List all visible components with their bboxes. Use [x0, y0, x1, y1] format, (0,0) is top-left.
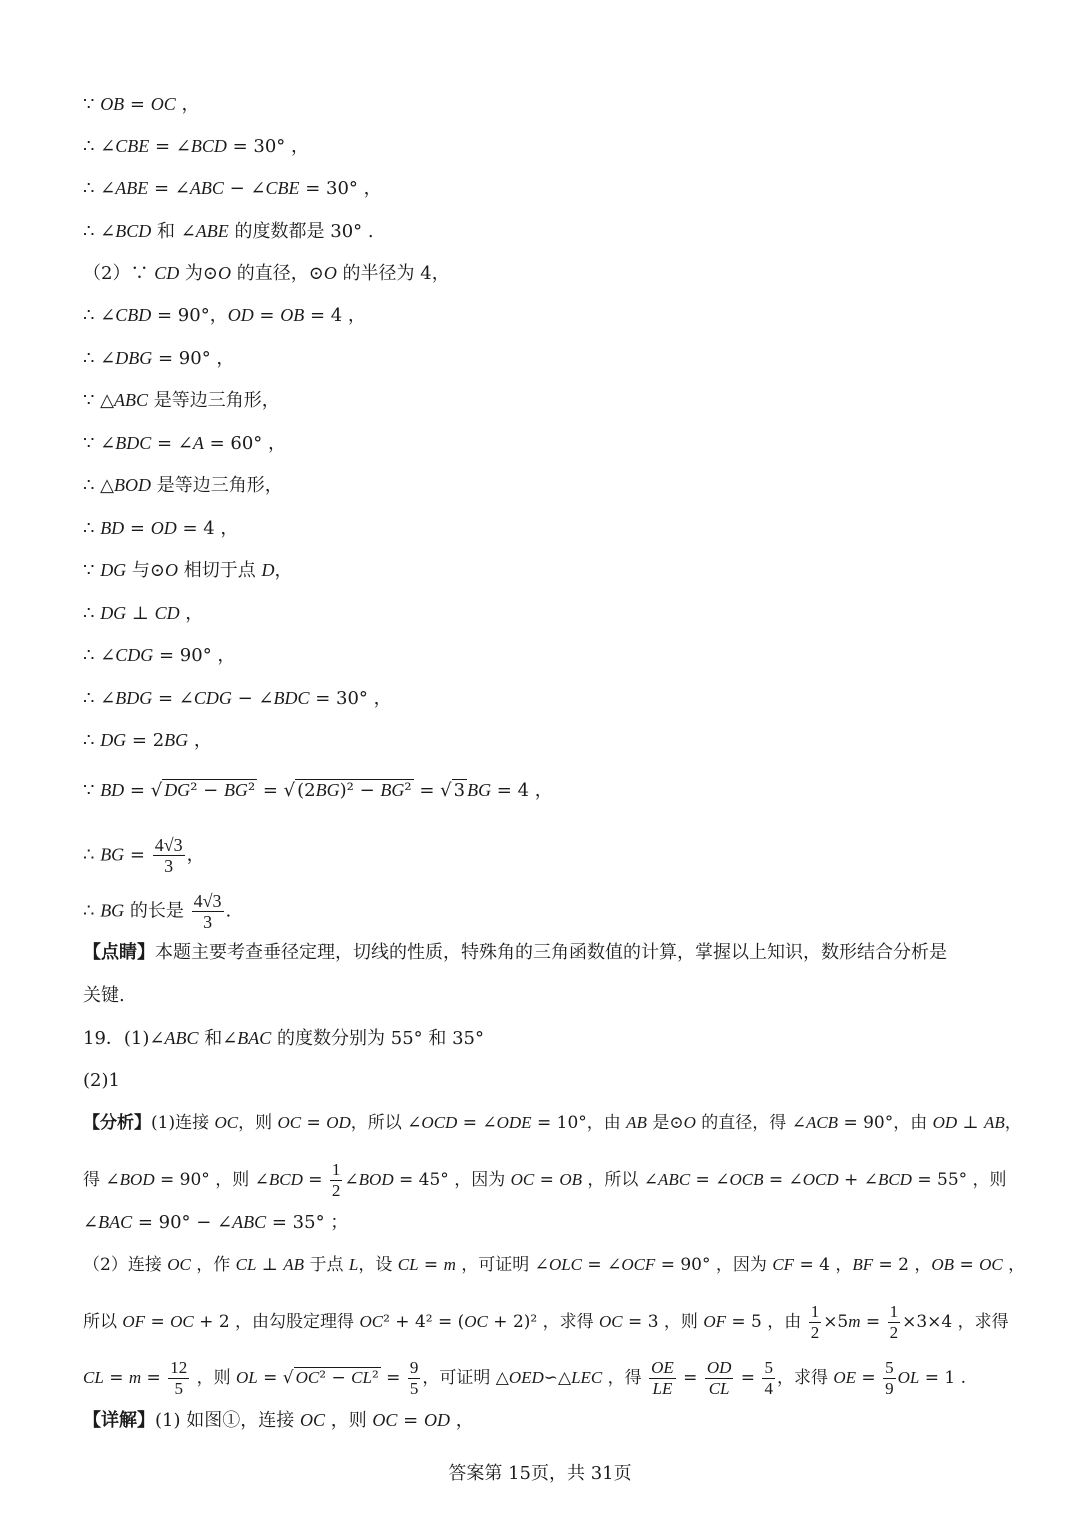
line-19: ∴ BG 的长是 $\frac{4√3}{3}$ .: [83, 891, 232, 932]
line-24: 【分析】(1)连接 OC，则 OC = OD，所以 ∠OCD = ∠ODE = 10°，由 AB 是⊙O 的直径，得 ∠ACB = 90°，由 OD ⊥ AB，: [83, 1113, 1022, 1133]
line-23: (2)1: [83, 1070, 120, 1091]
line-25: 得 ∠BOD = 90° ，则 ∠BCD = $\frac{1}{2}$ ∠BOD = 45° ，因为 OC = OB ，所以 ∠ABC = ∠OCB = ∠OCD + ∠BCD = 55° ，则: [83, 1160, 1007, 1200]
line-29: CL = m = $\frac{12}{5}$ ，则 OL = √ OC² − CL² = $\frac{9}{5}$ ，可证明 △OED∽△LEC ，得 $\frac{OE}{LE}$ = $\frac{OD}{CL}$ = $\frac{5}{4}$ ，求得 OE = $\frac{5}{9}$ OL = 1 .: [83, 1358, 967, 1398]
line-17: ∵ BD = √ DG² − BG² = √ (2BG)² − BG² = √ 3 BG = 4 ，: [83, 780, 553, 801]
line-3: ∴ ∠ABE = ∠ABC − ∠CBE = 30° ，: [83, 178, 382, 199]
line-2: ∴ ∠CBE = ∠BCD = 30° ，: [83, 136, 310, 157]
line-15: ∴ ∠BDG = ∠CDG − ∠BDC = 30° ，: [83, 688, 392, 709]
line-8: ∵ △ABC 是等边三角形，: [83, 390, 280, 411]
line-13: ∴ DG ⊥ CD ，: [83, 603, 204, 624]
line-27: （2）连接 OC ，作 CL ⊥ AB 于点 L，设 CL = m ，可证明 ∠OLC = ∠OCF = 90° ，因为 CF = 4 ，BF = 2 ，OB = OC ，: [83, 1255, 1026, 1275]
line-10: ∴ △BOD 是等边三角形，: [83, 475, 283, 496]
line-4: ∴ ∠BCD 和 ∠ABE 的度数都是 30° .: [83, 221, 374, 242]
line-22: 19．(1)∠ABC 和∠BAC 的度数分别为 55° 和 35°: [83, 1028, 484, 1049]
line-14: ∴ ∠CDG = 90° ，: [83, 645, 236, 666]
line-7: ∴ ∠DBG = 90° ，: [83, 348, 235, 369]
line-18: ∴ BG = $\frac{4√3}{3}$ ，: [83, 835, 205, 876]
line-12: ∵ DG 与⊙O 相切于点 D，: [83, 560, 293, 581]
line-20: 【点睛】本题主要考查垂径定理，切线的性质，特殊角的三角函数值的计算，掌握以上知识，数形结合分析是: [83, 942, 947, 963]
line-1: ∵ OB = OC ，: [83, 94, 200, 115]
line-6: ∴ ∠CBD = 90°，OD = OB = 4 ，: [83, 305, 366, 326]
line-9: ∵ ∠BDC = ∠A = 60° ，: [83, 433, 287, 454]
line-28: 所以 OF = OC + 2 ，由勾股定理得 OC² + 4² = (OC + 2)² ，求得 OC = 3 ，则 OF = 5 ，由 $\frac{1}{2}$ ×5m = $\frac{1}{2}$ ×3×4 ，求得: [83, 1302, 1009, 1342]
line-11: ∴ BD = OD = 4 ，: [83, 518, 239, 539]
line-5: （2）∵ CD 为⊙O 的直径，⊙O 的半径为 4，: [83, 263, 450, 284]
line-30: 【详解】(1) 如图①，连接 OC ，则 OC = OD ，: [83, 1410, 474, 1431]
line-16: ∴ DG = 2BG ，: [83, 730, 212, 751]
line-21: 关键.: [83, 985, 125, 1006]
line-26: ∠BAC = 90° − ∠ABC = 35° ；: [83, 1212, 349, 1233]
page-footer: 答案第 15页，共 31页: [448, 1463, 632, 1484]
